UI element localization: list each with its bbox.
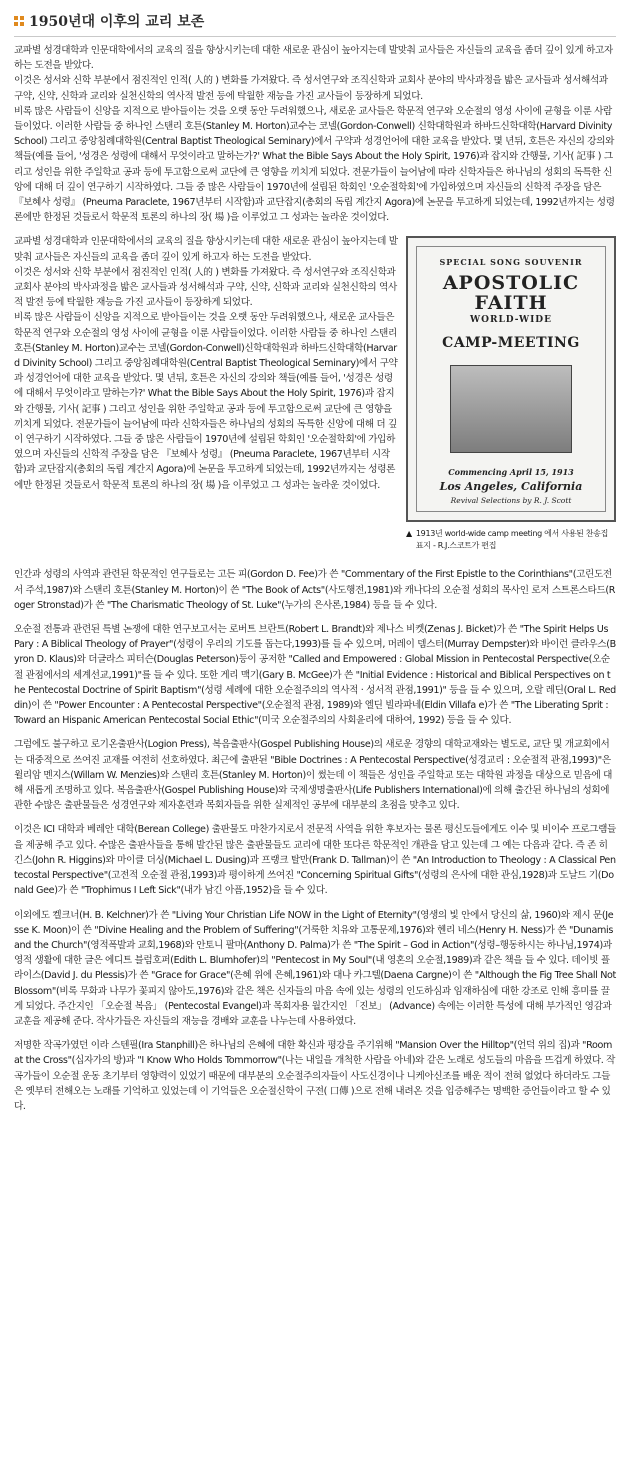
poster-photo (450, 365, 572, 453)
paragraph: 교파별 성경대학과 인문대학에서의 교육의 질을 향상시키는데 대한 새로운 관심이 높아지는데 발맞춰 교사들은 자신들의 교육을 좀더 깊이 있게 하고자 하는 도전을 받았다. (14, 45, 613, 72)
figure-caption (406, 528, 616, 552)
section-intro (14, 43, 616, 225)
page-header (14, 0, 616, 37)
bullet-squares-icon (14, 16, 24, 26)
hymnbook-cover-image (406, 236, 616, 522)
caption-text: 1913년 world-wide camp meeting 에서 사용된 찬송집 표지 - R.J.스코트가 편집 (415, 529, 609, 551)
paragraph: 비록 많은 사람들이 신앙을 지적으로 받아들이는 것을 오랫 동안 두려워했으나, 새로운 교사들은 학문적 연구와 오순절의 영성 사이에 균형을 이룬 사람들이었다. 이러한 사람들 중 하나인 스탠리 호튼(Stanley M. Horton)교수는 코넬(Gordon-Conwell) 신학대학원과 하바드신학대학(Harvard Divinity School) 그리고 중앙침례대학원(Central Baptist Theological Seminary)에서 구약과 성경언어에 대한 교육을 받았다. 몇 년뒤, 호튼은 자신의 강의와 책들(예를 들어, '성경은 성령에 대해서 무엇이라고 말하는가?' What the Bible Says About the Holy Spirit, 1976)과 잡지와 간행물, 기사( 記事 ) 그리고 성인을 위한 주일학교 공과 등에 투고함으로써 교단에 큰 영향을 끼치게 되었다. 전문가들이 늘어남에 따라 신학자들은 하나님의 성회의 독특한 신앙에 대해 더 깊이 연구하기 시작하였다. 그들 중 많은 사람들이 1970년에 설립된 학회인 '오순절학회'에 가입하였으며 자신들의 신학적 주장을 담은 『보혜사 성령』 (Pneuma Paraclete, 1967년부터 시작함)과 교단잡지(총회의 독립 계간지 Agora)에 논문을 투고하게 되었는데, 1992년까지는 성령론에만 한정된 것들로서 학문적 토론의 하나의 장( 場 )을 이루었고 그 성과는 놀라운 것이었다. (14, 105, 615, 224)
paragraph: 그럼에도 불구하고 로기온출판사(Logion Press), 복음출판사(Gospel Publishing House)의 새로운 경향의 대학교재와는 별도로, 교단 및 개교회에서는 대중적으로 쓰여진 교재를 여전히 선호하였다. 최근에 출판된 "Bible Doctrines : A Pentecostal Perspective(성경교리 : 오순절적 관점,1993)"은 윌리암 멘지스(Willam W. Menzies)와 스탠리 호튼(Stanley M. Horton)이 썼는데 이 책들은 성인을 주일학교 또는 대학원 과정을 대상으로 믿음에 대해 새롭게 조명하고 있다. 복음출판사(Gospel Publishing House)와 국제생명출판사(Life Publishers International)에 의해 출간된 하나님의 성회에 관한 수많은 출판물들은 성경연구와 제자훈련과 목회자들을 위한 실제적인 공부에 대부분의 초점을 맞추고 있다. (14, 739, 613, 812)
paragraph: 이것은 ICI 대학과 베레안 대학(Berean College) 출판물도 마찬가지로서 전문적 사역을 위한 후보자는 물론 평신도들에게도 이수 및 비이수 프로그램들을 제공해 주고 있다. 수많은 출판사들을 통해 발간된 많은 출판물들도 교리에 대한 또다른 학문적인 개관을 담고 있는데 그 예는 다음과 같다. 즉 존 히긴스(John R. Higgins)와 마이클 더싱(Michael L. Dusing)과 프랭크 탈만(Frank D. Tallman)이 쓴 "An Introduction to Theology : A Classical Pentecostal Perspective"(고전적 오순절 관점,1993)과 평이하게 쓰여진 "Concerning Spiritual Gifts"(성령의 은사에 대한 관심,1928)과 도날드 기(Donald Gee)가 쓴 "Trophimus I Left Sick"(내가 남긴 아픔,1952)을 들 수 있다. (14, 824, 616, 897)
poster-commencing: Commencing April 15, 1913 (448, 467, 574, 478)
paragraph: 저명한 작곡가였던 이라 스텐필(Ira Stanphill)은 하나님의 은혜에 대한 확신과 평강을 주기위해 "Mansion Over the Hilltop"(언덕 위의 집)과 "Room at the Cross"(십자가의 방)과 "I Know Who Holds Tommorrow"(나는 내일을 개척한 사람을 아네)와 같은 노래로 성도들의 마음을 뜨겁게 하였다. 작곡가들이 오순절 운동 초기부터 영향력이 있었기 때문에 대부분의 오순절주의자들이 사도신경이나 니케아신조를 배운 적이 전혀 없었다 하더라도 그들은 옛부터 전해오는 노래를 기억하고 있었는데 이 기억들은 오순절신학이 구전( 口傳 )으로 전해 내려온 것을 입증해주는 명백한 증언들이라고 할 수 있다. (14, 1040, 616, 1112)
poster-title: APOSTOLIC FAITH (442, 272, 580, 315)
paragraph: 교파별 성경대학과 인문대학에서의 교육의 질을 향상시키는데 대한 새로운 관심이 높아지는데 발맞춰 교사들은 자신들의 교육을 좀더 깊이 있게 하고자 하는 도전을 받았다. (14, 236, 398, 263)
body-text (14, 822, 616, 898)
paragraph: 인간과 성령의 사역과 관련된 학문적인 연구들로는 고든 피(Gordon D. Fee)가 쓴 "Commentary of the First Epistle to the Corinthians"(고린도전서 주석,1987)와 스탠리 호튼(Stanley M. Horton)이 쓴 "The Book of Acts"(사도행전,1981)와 캐나다의 오순절 성회의 목사인 로저 스트론스타드(Roger Stronstad)가 쓴 "The Charismatic Theology of St. Luke"(누가의 은사론,1984) 등을 들 수 있다. (14, 569, 616, 611)
poster-revival: Revival Selections by R. J. Scott (450, 496, 572, 506)
body-text (14, 622, 616, 728)
paragraph: 오순절 전통과 관련된 특별 논쟁에 대한 연구보고서는 로버트 브란트(Robert L. Brandt)와 제나스 비켓(Zenas J. Bicket)가 쓴 "The Spirit Helps Us Pary : A Biblical Theology of Prayer"(성령이 우리의 기도를 돕는다,1993)를 들 수 있으며, 머레이 뎀스터(Murray Dempster)와 바이런 클라우스(Byron D. Klaus)와 더글라스 피터슨(Douglas Peterson)등이 공저한 "Called and Empowered : Global Mission in Pentecostal Perspective(오순절 관점에서의 세계선교,1991)"를 들 수 있다. 또한 게리 맥기(Gary B. McGee)가 쓴 "Initial Evidence : Historical and Biblical Perspectives on the Pentecostal Doctrine of Spirit Baptism"(성령 세례에 대한 오순절주의의 역사적 · 성서적 관점,1991)" 등을 들 수 있으며, 오랄 레딘(Oral L. Reddin)이 쓴 "Power Encounter : A Pentecostal Perspective"(오순절적 관점, 1989)와 엘딘 빌라파네(Eldin Villafa e)가 쓴 "The Liberating Sprit : Toward an Hispanic American Pentecostal Social Ethic"(미국 오순절주의의 사회윤리에 대하여, 1992) 등을 들 수 있다. (14, 624, 616, 727)
body-text (14, 567, 616, 613)
section-with-figure (14, 234, 616, 558)
poster-world-wide: WORLD-WIDE (470, 315, 552, 326)
paragraph: 이외에도 켈크너(H. B. Kelchner)가 쓴 "Living Your Christian Life NOW in the Light of Eternity"(영생의 빛 안에서 당신의 삶, 1960)와 제시 문(Jesse K. Moon)이 쓴 "Divine Healing and the Problem of Suffering"(거룩한 치유와 고통문제,1976)와 헨리 네스(Henry H. Ness)가 쓴 "Dunamis and the Church"(영적폭발과 교회,1968)와 안토니 팔마(Anthony D. Palma)가 쓴 "The Spirit – God in Action"(성령–행동하시는 하나님,1974)과 영적 생활에 대한 글은 에디트 블럼호퍼(Edith L. Blumhofer)의 "Pentecost in My Soul"(내 영혼의 오순절,1989)과 같은 책을 들 수 있다. 데이빗 플라이스(David J. du Plessis)가 쓴 "Grace for Grace"(은혜 위에 은혜,1961)와 대나 카그텔(Daena Cargne)이 쓴 "Although the Fig Tree Shall Not Blossom"(비록 무화과 나무가 꽃피지 않아도,1976)와 같은 책은 신자들의 마음 속에 있는 성령의 인도하심과 임재하심에 대한 강조로 인해 흥미를 끌게 되었다. 주간지인 「오순절 복음」 (Pentecostal Evangel)과 목회자용 월간지인 「진보」 (Advance) 속에는 이러한 특성에 대해 부가적인 영감과 교훈을 제공해 준다. 작사가들은 자신들의 재능을 경배와 교훈을 나누는데 사용하였다. (14, 909, 616, 1027)
figure (406, 236, 616, 552)
body-text (14, 908, 616, 1030)
paragraph: 이것은 성서와 신학 부분에서 점진적인 인적( 人的 ) 변화를 가져왔다. 즉 성서연구와 조직신학과 교회사 분야의 박사과정을 밟은 교사들과 성서해석과 구약, 신약, 신학과 교리와 실천신학의 역사적 발전 등에 탁월한 재능을 가진 교사들이 등장하게 되었다. (14, 75, 608, 102)
poster-location: Los Angeles, California (439, 480, 583, 494)
body-text (14, 737, 616, 813)
poster-camp: CAMP-MEETING (442, 335, 580, 352)
paragraph: 비록 많은 사람들이 신앙을 지적으로 받아들이는 것을 오랫 동안 두려워했으나, 새로운 교사들은 학문적 연구와 오순절의 영성 사이에 균형을 이룬 사람들이었다. 이러한 사람들 중 하나인 스탠리 호튼(Stanley M. Horton)교수는 코넬(Gordon-Conwell)신학대학원과 하바드신학대학(Harvard Divinity School) 그리고 중앙침례대학원(Central Baptist Theological Seminary)에서 구약과 성경언어에 대한 교육을 받았다. 몇 년뒤, 호튼은 자신의 강의와 책들(예를 들어, '성경은 성령에 대해서 무엇이라고 말하는가?' What the Bible Says About the Holy Spirit, 1976)과 잡지와 간행물, 기사( 記事 ) 그리고 성인을 위한 주일학교 공과 등에 투고함으로써 교단에 큰 영향을 끼치게 되었다. 전문가들이 늘어남에 따라 신학자들은 하나님의 성회의 독특한 신앙에 대해 더 깊이 연구하기 시작하였다. 그들 중 많은 사람들이 1970년에 설립된 학회인 '오순절학회'에 가입하였으며 자신들의 신학적 주장을 담은 『보혜사 성령』 (Pneuma Paraclete, 1967년부터 시작함)과 교단잡지(총회의 독립 계간지 Agora)에 논문을 투고하게 되었는데, 1992년까지는 성령론에만 한정된 것들로서 학문적 토론의 하나의 장( 場 )을 이루었고 그 성과는 놀라운 것이었다. (14, 312, 398, 491)
triangle-up-icon: ▲ (406, 529, 412, 539)
body-text (14, 1038, 616, 1114)
poster-souvenir: SPECIAL SONG SOUVENIR (439, 257, 583, 268)
paragraph: 이것은 성서와 신학 부분에서 점진적인 인적( 人的 ) 변화를 가져왔다. 즉 성서연구와 조직신학과 교회사 분야의 박사과정을 밟은 교사들과 성서해석과 구약, 신약, 신학과 교리와 실천신학의 역사적 발전 등에 탁월한 재능을 가진 교사들이 등장하게 되었다. (14, 266, 397, 309)
page-title: 1950년대 이후의 교리 보존 (29, 14, 205, 30)
